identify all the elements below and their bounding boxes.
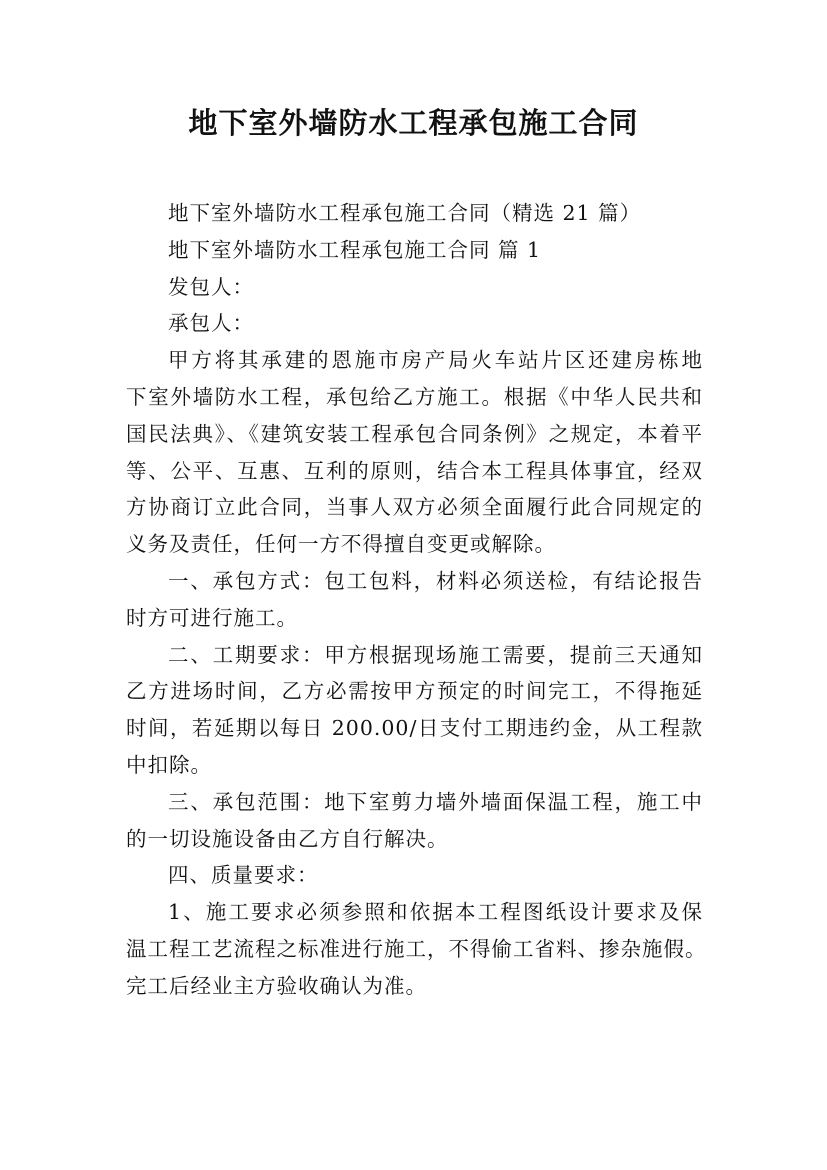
paragraph-line: 国民法典》、《建筑安装工程承包合同条例》之规定，本着平 [126,421,703,446]
paragraph-line: 三、承包范围：地下室剪力墙外墙面保温工程，施工中 [168,789,703,814]
paragraph-line: 的一切设施设备由乙方自行解决。 [126,826,449,851]
paragraph-line: 方协商订立此合同，当事人双方必须全面履行此合同规定的 [126,495,703,520]
paragraph-line: 1、施工要求必须参照和依据本工程图纸设计要求及保 [168,900,703,925]
document-subtitle: 地下室外墙防水工程承包施工合同（精选 21 篇） [168,201,642,225]
paragraph-line: 时间，若延期以每日 200.00/日支付工期违约金，从工程款 [126,716,703,741]
paragraph-line: 中扣除。 [126,752,212,777]
paragraph-line: 二、工期要求：甲方根据现场施工需要，提前三天通知 [168,642,703,667]
paragraph-contract-method [126,563,703,637]
paragraph-line: 等、公平、互惠、互利的原则，结合本工程具体事宜，经双 [126,458,703,483]
paragraph-line: 一、承包方式：包工包料，材料必须送检，有结论报告 [168,568,703,593]
paragraph-schedule [126,637,703,784]
section-heading: 地下室外墙防水工程承包施工合同 篇 1 [168,237,542,262]
paragraph-line: 甲方将其承建的恩施市房产局火车站片区还建房栋地 [168,348,703,373]
paragraph-quality-heading [126,857,703,894]
paragraph-line: 四、质量要求： [168,863,319,888]
paragraph-line: 时方可进行施工。 [126,605,298,630]
paragraph-quality-item-1 [126,894,707,1004]
document-body [126,195,707,1005]
paragraph-line: 义务及责任，任何一方不得擅自变更或解除。 [126,532,556,557]
paragraph-scope [126,784,703,858]
paragraph-line: 温工程工艺流程之标准进行施工，不得偷工省料、掺杂施假。 [126,936,707,961]
party-b-label: 承包人： [168,311,254,336]
paragraph-line: 下室外墙防水工程，承包给乙方施工。根据《中华人民共和 [126,384,703,409]
paragraph-preamble [126,342,703,563]
paragraph-line: 完工后经业主方验收确认为准。 [126,973,427,998]
party-a-label: 发包人： [168,274,254,299]
paragraph-line: 乙方进场时间，乙方必需按甲方预定的时间完工，不得拖延 [126,679,703,704]
document-title: 地下室外墙防水工程承包施工合同 [188,106,639,140]
